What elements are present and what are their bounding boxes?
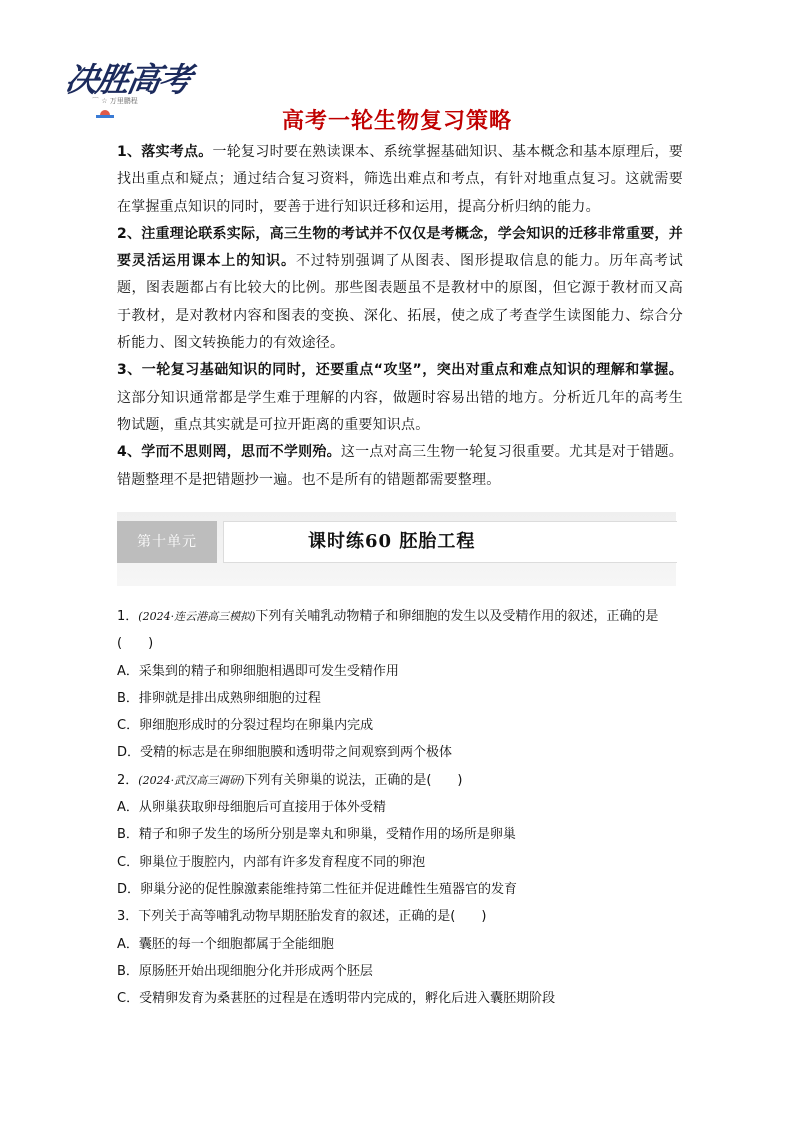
strategy-point-lead: 4、学而不思则罔，思而不学则殆。 (117, 444, 341, 461)
strategy-point-text: 这部分知识通常都是学生难于理解的内容，做题时容易出错的地方。分析近几年的高考生物试题，重点其实就是可拉开距离的重要知识点。 (117, 389, 683, 433)
strategy-point-lead: 2、注重理论联系实际，高三生物的考试并不仅仅是考概念，学会知识的迁移非常重要，并要灵活运用课本上的知识。 (117, 225, 683, 270)
question-text: 下列有关卵巢的说法，正确的是( ) (244, 772, 463, 788)
answer-option: C．受精卵发育为桑葚胚的过程是在透明带内完成的，孵化后进入囊胚期阶段 (117, 991, 556, 1007)
question-text: 下列有关哺乳动物精子和卵细胞的发生以及受精作用的叙述，正确的是( ) (117, 609, 659, 652)
answer-option: A．囊胚的每一个细胞都属于全能细胞 (117, 936, 334, 952)
strategy-point-text: 这一点对高三生物一轮复习很重要。尤其是对于错题。错题整理不是把错题抄一遍。也不是所有的错题都需要整理。 (117, 444, 683, 488)
strategy-point (117, 139, 683, 221)
question-stem (117, 603, 683, 658)
answer-option: D．卵巢分泌的促性腺激素能维持第二性征并促进雌性生殖器官的发育 (117, 881, 518, 897)
answer-option: C．卵巢位于腹腔内，内部有许多发育程度不同的卵泡 (117, 854, 426, 870)
answer-option: B．排卵就是排出成熟卵细胞的过程 (117, 690, 321, 706)
logo-slogan: ⌒ ☆ 万里鹏程 (92, 97, 138, 105)
page-title: 高考一轮生物复习策略 (281, 109, 512, 134)
logo-brand-text: 决胜高考 (62, 60, 194, 99)
lesson-title-box (223, 521, 677, 563)
question-text: 下列关于高等哺乳动物早期胚胎发育的叙述，正确的是( ) (138, 909, 487, 925)
question-source: (2024·连云港高三模拟) (138, 610, 256, 623)
strategy-point (117, 357, 683, 439)
strategy-point-lead: 3、一轮复习基础知识的同时，还要重点“攻坚”，突出对重点和难点知识的理解和掌握。 (117, 362, 683, 379)
strategy-section (117, 139, 683, 494)
strategy-point-lead: 1、落实考点。 (117, 144, 213, 160)
question-item (117, 767, 683, 903)
strategy-point (117, 439, 683, 494)
question-number: 2． (117, 772, 139, 788)
answer-option: A．从卵巢获取卵母细胞后可直接用于体外受精 (117, 800, 386, 816)
question-item (117, 603, 683, 767)
unit-banner (117, 512, 676, 586)
answer-option: D．受精的标志是在卵细胞膜和透明带之间观察到两个极体 (117, 745, 453, 761)
answer-option: B．原肠胚开始出现细胞分化并形成两个胚层 (117, 963, 373, 979)
question-number: 3． (117, 909, 139, 925)
question-source: (2024·武汉高三调研) (138, 773, 245, 787)
strategy-point (117, 221, 683, 357)
strategy-point-text: 不过特别强调了从图表、图形提取信息的能力。历年高考试题，图表题都占有比较大的比例。那些图表题虽不是教材中的原图，但它源于教材而又高于教材，是对教材内容和图表的变换、深化、拓展，使之成了考查学生读图能力、综合分析能力、图文转换能力的有效途径。 (117, 253, 683, 352)
answer-option: C．卵细胞形成时的分裂过程均在卵巢内完成 (117, 718, 374, 734)
strategy-point-text: 一轮复习时要在熟读课本、系统掌握基础知识、基本概念和基本原理后，要找出重点和疑点；通过结合复习资料，筛选出难点和考点，有针对地重点复习。这就需要在掌握重点知识的同时，要善于进行知识迁移和运用，提高分析归纳的能力。 (117, 144, 683, 215)
lesson-title: 课时练60 胚胎工程 (308, 531, 476, 552)
answer-option: B．精子和卵子发生的场所分别是睾丸和卵巢，受精作用的场所是卵巢 (117, 827, 516, 843)
question-item (117, 903, 683, 1012)
question-stem (117, 903, 683, 930)
question-stem (117, 767, 683, 794)
answer-option: A．采集到的精子和卵细胞相遇即可发生受精作用 (117, 663, 399, 679)
unit-label: 第十单元 (117, 521, 217, 563)
question-number: 1． (117, 609, 139, 624)
question-list (117, 603, 683, 1012)
